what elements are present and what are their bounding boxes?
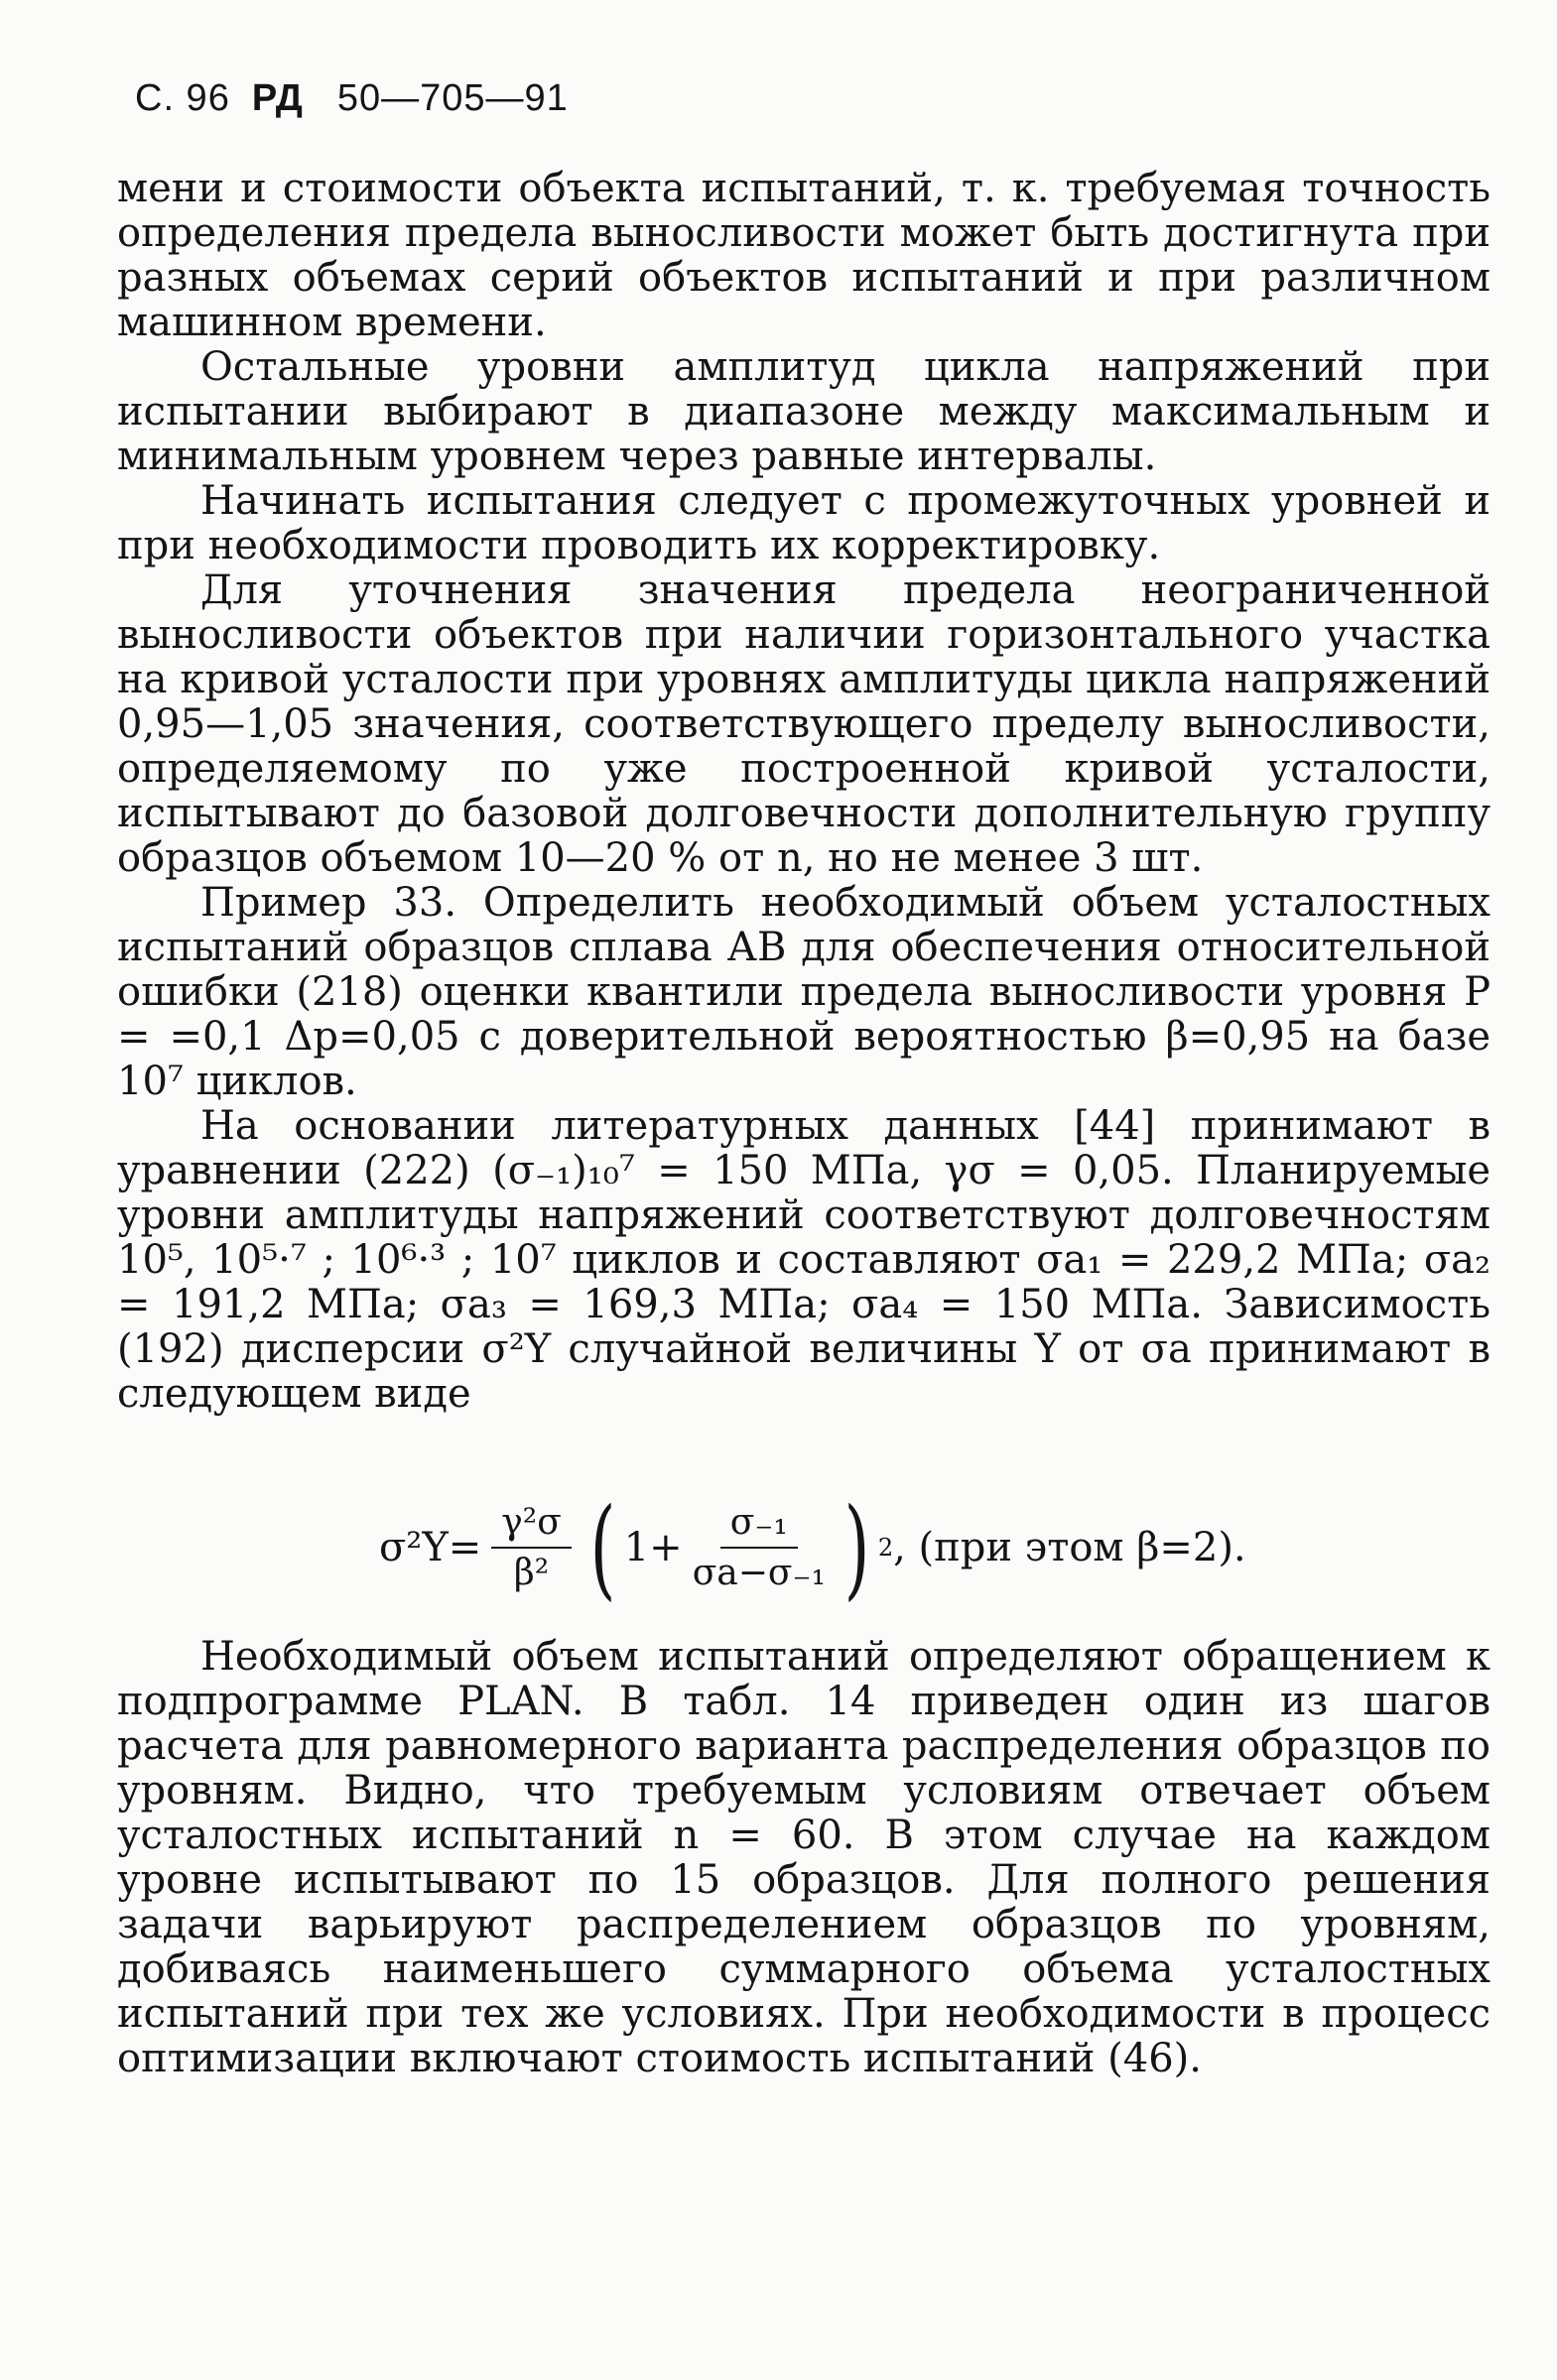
dispersion-formula	[379, 1484, 1332, 1611]
closing-text	[117, 1635, 1491, 2081]
fraction-1-numerator: γ²σ	[491, 1502, 572, 1549]
document-number: 50—705—91	[336, 77, 569, 119]
body-text	[117, 167, 1491, 1417]
formula-lhs: σ²Y=	[379, 1525, 482, 1570]
formula-power: 2	[877, 1534, 894, 1562]
paragraph: мени и стоимости объекта испытаний, т. к. требуемая точность определения предела выносливости может быть достигнута при разных объемах серий объектов испытаний и при различном машинном времени.	[117, 166, 1491, 345]
fraction-2-denominator: σa−σ₋₁	[692, 1553, 826, 1593]
formula-fraction-1	[491, 1502, 572, 1593]
paragraph: Пример 33. Определить необходимый объем усталостных испытаний образцов сплава АВ для обеспечения относительной ошибки (218) оценки квантили предела выносливости уровня P = =0,1 Δp=0,05 с доверительной вероятностью β=0,95 на базе 10⁷ циклов.	[117, 880, 1491, 1104]
paragraph: Начинать испытания следует с промежуточных уровней и при необходимости проводить их корректировку.	[117, 478, 1491, 568]
formula-one-plus: 1+	[623, 1525, 683, 1570]
left-paren: (	[589, 1484, 616, 1611]
fraction-2-numerator: σ₋₁	[720, 1502, 798, 1549]
paragraph: Необходимый объем испытаний определяют обращением к подпрограмме PLAN. В табл. 14 приведен один из шагов расчета для равномерного варианта распределения образцов по уровням. Видно, что требуемым условиям отвечает объем усталостных испытаний n = 60. В этом случае на каждом уровне испытывают по 15 образцов. Для полного решения задачи варьируют распределением образцов по уровням, добиваясь наименьшего суммарного объема усталостных испытаний при тех же условиях. При необходимости в процесс оптимизации включают стоимость испытаний (46).	[117, 1634, 1491, 2081]
paragraph: На основании литературных данных [44] принимают в уравнении (222) (σ₋₁)₁₀⁷ = 150 МПа, γσ = 0,05. Планируемые уровни амплитуды напряжений соответствуют долговечностям 10⁵, 10⁵·⁷ ; 10⁶·³ ; 10⁷ циклов и составляют σa₁ = 229,2 МПа; σa₂ = 191,2 МПа; σa₃ = 169,3 МПа; σa₄ = 150 МПа. Зависимость (192) дисперсии σ²Y случайной величины Y от σa принимают в следующем виде	[117, 1103, 1491, 1417]
page-number: С. 96	[135, 77, 230, 119]
paragraph: Для уточнения значения предела неограниченной выносливости объектов при наличии горизонтального участка на кривой усталости при уровнях амплитуды цикла напряжений 0,95—1,05 значения, соответствующего пределу выносливости, определяемому по уже построенной кривой усталости, испытывают до базовой долговечности дополнительную группу образцов объемом 10—20 % от n, но не менее 3 шт.	[117, 567, 1491, 881]
formula-note: , (при этом β=2).	[893, 1525, 1246, 1570]
page-header	[135, 77, 569, 120]
formula-fraction-2	[693, 1502, 826, 1593]
document-type: РД	[251, 77, 304, 119]
fraction-1-denominator: β²	[513, 1553, 550, 1593]
right-paren: )	[843, 1484, 870, 1611]
paragraph: Остальные уровни амплитуд цикла напряжений при испытании выбирают в диапазоне между максимальным и минимальным уровнем через равные интервалы.	[117, 344, 1491, 479]
